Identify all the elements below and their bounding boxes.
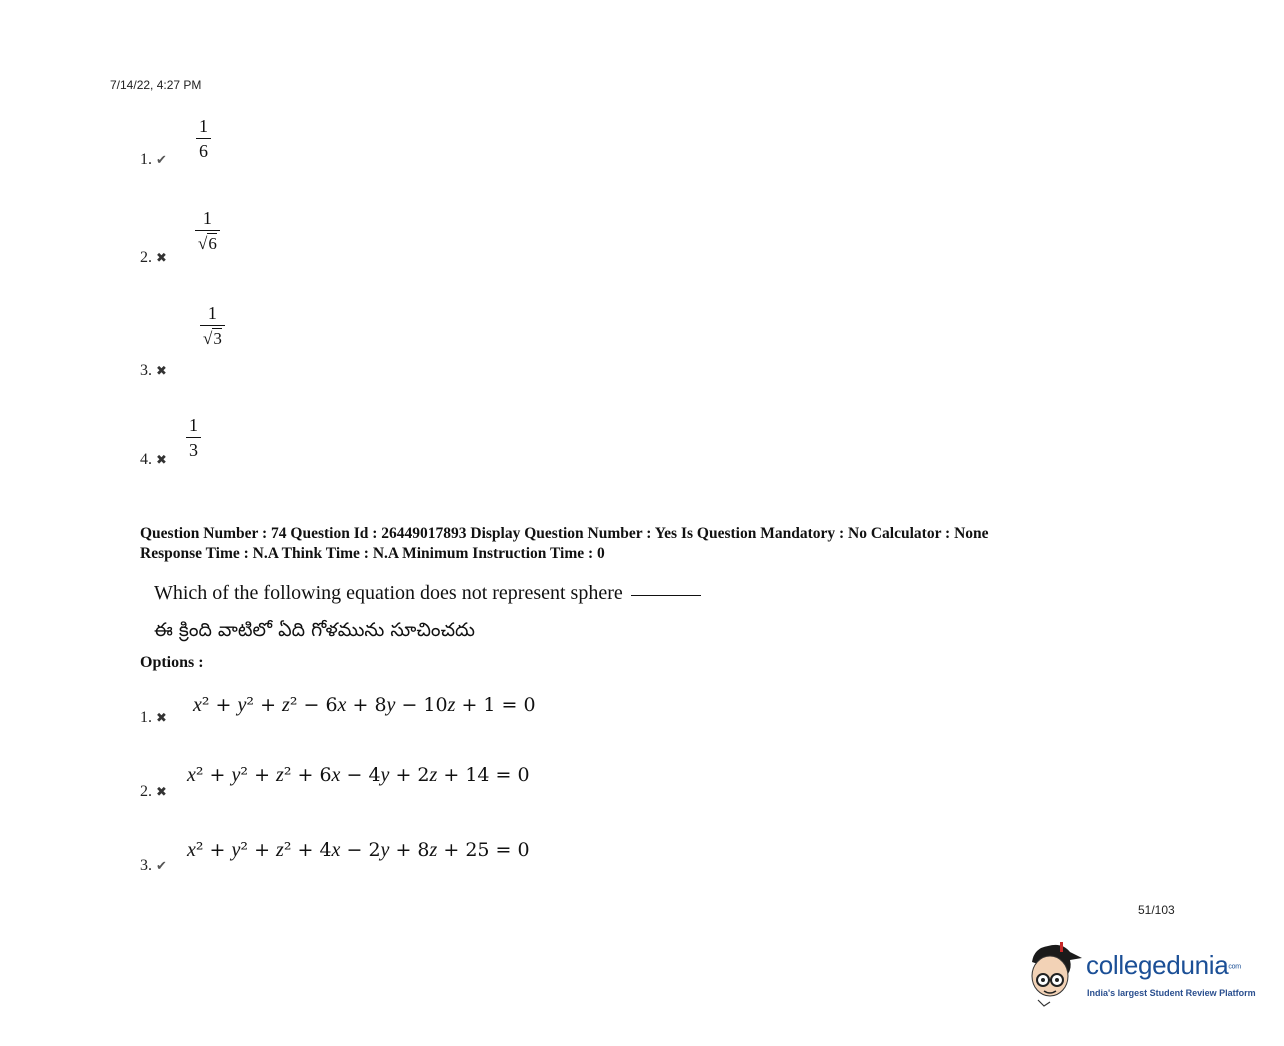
wrong-cross-icon: ✖ [156, 250, 167, 265]
question-text-english [154, 582, 701, 605]
wrong-cross-icon: ✖ [156, 452, 167, 467]
logo-name: collegedunia [1086, 950, 1229, 980]
correct-check-icon: ✔ [156, 858, 167, 873]
fraction-numerator: 1 [189, 415, 198, 435]
option-number: 2. [140, 783, 152, 800]
sqrt-icon: √ [203, 329, 213, 348]
option-number: 1. [140, 709, 152, 726]
fraction-numerator: 1 [202, 208, 212, 228]
collegedunia-logo-text [1086, 950, 1241, 981]
prev-option-4-fraction [186, 416, 201, 459]
option-number: 3. [140, 857, 152, 874]
coef-x: 4 [319, 839, 332, 861]
option-1 [140, 709, 167, 727]
option-3 [140, 857, 167, 875]
option-3-equation: x² + y² + z² + 4x − 2y + 8z + 25 = 0 [187, 839, 530, 861]
fraction-denominator: 6 [196, 138, 211, 160]
answer-blank [631, 595, 701, 596]
coef-z: 10 [423, 694, 448, 716]
option-2-equation: x² + y² + z² + 6x − 4y + 2z + 14 = 0 [187, 764, 530, 786]
option-number: 3. [140, 362, 152, 379]
fraction-numerator: 1 [207, 303, 217, 323]
question-meta [140, 524, 989, 564]
option-number: 2. [140, 249, 152, 266]
fraction-numerator: 1 [199, 116, 208, 136]
fraction-denominator: 3 [186, 437, 201, 459]
question-text: Which of the following equation does not represent sphere [154, 582, 623, 604]
fraction-denominator: 3 [213, 329, 222, 348]
coef-z: 8 [417, 839, 430, 861]
sqrt-icon: √ [198, 234, 208, 253]
constant-term: 25 [465, 839, 490, 861]
prev-option-3 [140, 362, 167, 380]
prev-option-2-fraction [195, 209, 220, 252]
coef-x: 6 [325, 694, 338, 716]
wrong-cross-icon: ✖ [156, 363, 167, 378]
page-number: 51/103 [1138, 903, 1175, 917]
question-meta-line-2: Response Time : N.A Think Time : N.A Minimum Instruction Time : 0 [140, 545, 605, 562]
coef-y: 8 [374, 694, 387, 716]
prev-option-1 [140, 151, 167, 169]
wrong-cross-icon: ✖ [156, 784, 167, 799]
collegedunia-mascot-icon [1024, 938, 1086, 1008]
prev-option-3-fraction [200, 304, 225, 347]
prev-option-4 [140, 451, 167, 469]
constant-term: 14 [465, 764, 490, 786]
option-number: 1. [140, 151, 152, 168]
constant-term: 1 [483, 694, 496, 716]
prev-option-2 [140, 249, 167, 267]
coef-y: 4 [368, 764, 381, 786]
option-2 [140, 783, 167, 801]
coef-y: 2 [368, 839, 381, 861]
option-1-equation: x² + y² + z² − 6x + 8y − 10z + 1 = 0 [193, 694, 536, 716]
question-text-telugu: ఈ క్రింది వాటిలో ఏది గోళమును సూచించదు [154, 619, 475, 641]
coef-z: 2 [417, 764, 430, 786]
logo-suffix: com [1228, 963, 1241, 971]
options-label: Options : [140, 654, 204, 671]
option-number: 4. [140, 451, 152, 468]
print-timestamp: 7/14/22, 4:27 PM [110, 78, 202, 92]
fraction-denominator: 6 [208, 234, 217, 253]
correct-check-icon: ✔ [156, 152, 167, 167]
coef-x: 6 [319, 764, 332, 786]
collegedunia-tagline: India's largest Student Review Platform [1087, 988, 1256, 998]
question-meta-line-1: Question Number : 74 Question Id : 26449017893 Display Question Number : Yes Is Question Mandatory : No Calculator : None [140, 525, 989, 542]
wrong-cross-icon: ✖ [156, 710, 167, 725]
prev-option-1-fraction [196, 117, 211, 160]
